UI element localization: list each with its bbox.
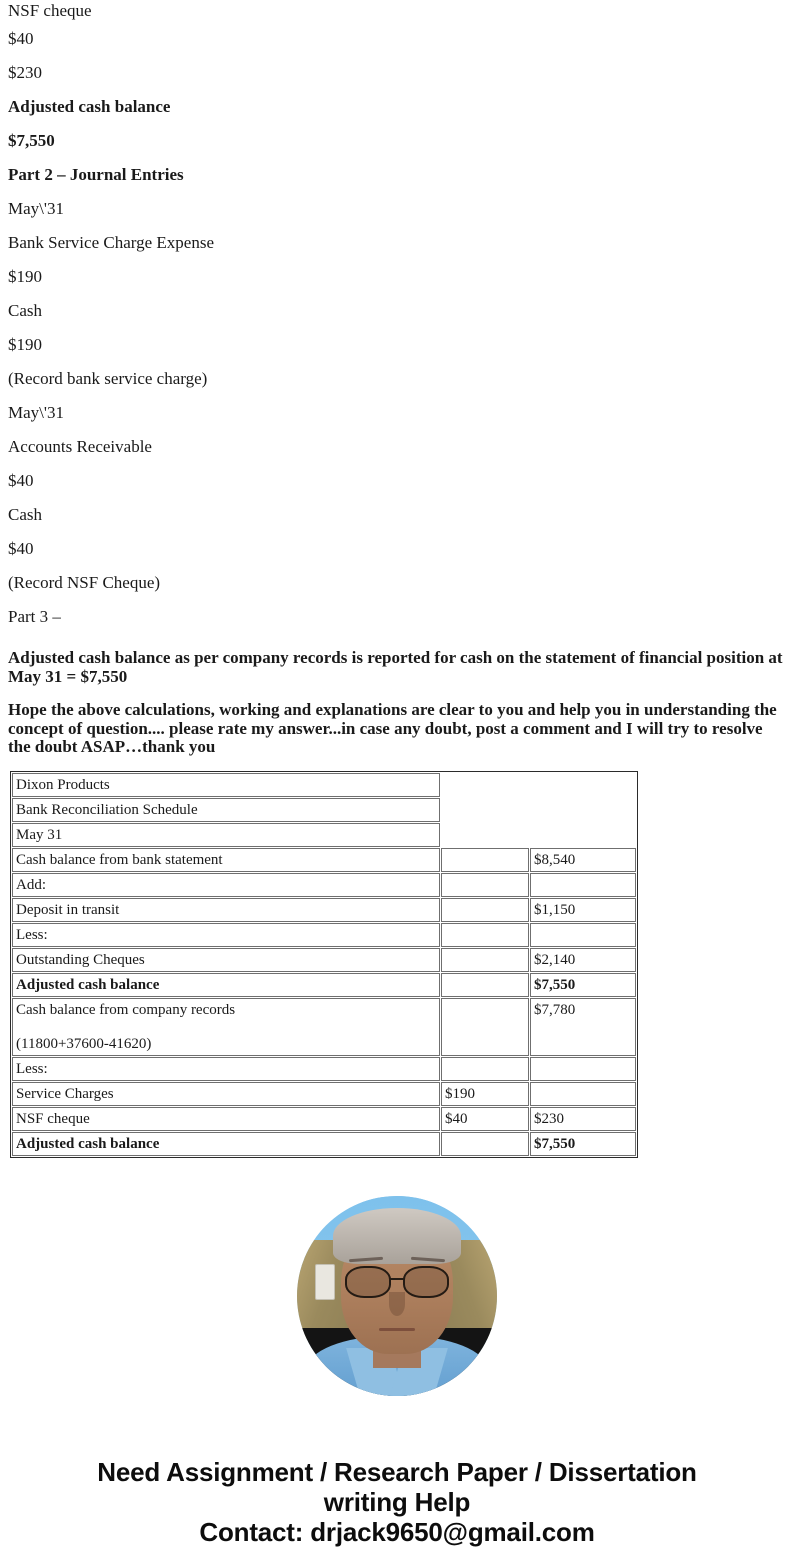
closing-note: Hope the above calculations, working and explanations are clear to you and help you in understanding the concept of question.... please rate my answer...in case any doubt, post a comment and I will try to resolve the doubt ASAP…thank you [8,700,777,756]
row-amount1 [441,898,529,922]
header-blank-cell [441,773,636,847]
answer-text-block [0,0,794,757]
answer-line: NSF cheque [8,1,92,20]
row-amount1 [441,973,529,997]
row-amount2: $7,550 [530,1132,636,1156]
glasses-icon [403,1266,449,1298]
row-label: Deposit in transit [12,898,440,922]
table-row [12,773,636,797]
part3-statement-text: Adjusted cash balance as per company records is reported for cash on the statement of financial position at May 31 = [8,648,783,686]
answer-line: $230 [8,63,42,82]
answer-line: $40 [8,29,34,48]
avatar [297,1196,497,1396]
row-amount2: $2,140 [530,948,636,972]
avatar-block [0,1196,794,1401]
row-amount2 [530,873,636,897]
table-row [12,1082,636,1106]
table-row [12,1132,636,1156]
avatar-background-switch [315,1264,335,1300]
table-row [12,973,636,997]
journal-amount: $40 [8,539,34,558]
row-label-multiline [12,998,440,1056]
table-row [12,1057,636,1081]
schedule-title-cell: Bank Reconciliation Schedule [12,798,440,822]
table-row [12,898,636,922]
avatar-mouth [379,1328,415,1332]
journal-account: Cash [8,301,42,320]
row-label: Service Charges [12,1082,440,1106]
row-amount1 [441,873,529,897]
row-amount1 [441,848,529,872]
row-label: Outstanding Cheques [12,948,440,972]
section-heading-part3: Part 3 – [8,607,61,626]
row-label: Adjusted cash balance [12,1132,440,1156]
company-name-cell: Dixon Products [12,773,440,797]
row-amount1 [441,1132,529,1156]
row-label: NSF cheque [12,1107,440,1131]
journal-amount: $190 [8,267,42,286]
schedule-date-cell: May 31 [12,823,440,847]
journal-amount: $190 [8,335,42,354]
row-amount2 [530,923,636,947]
journal-date: May\'31 [8,199,64,218]
row-label: Adjusted cash balance [12,973,440,997]
row-label: Cash balance from bank statement [12,848,440,872]
answer-line: $7,550 [8,131,55,150]
promo-contact[interactable]: Contact: drjack9650@gmail.com [199,1516,595,1547]
row-label-line1: Cash balance from company records [16,1001,236,1018]
table-row [12,998,636,1056]
table-row [12,848,636,872]
row-amount2: $1,150 [530,898,636,922]
journal-account: Cash [8,505,42,524]
table-row [12,1107,636,1131]
row-amount2 [530,1082,636,1106]
journal-amount: $40 [8,471,34,490]
section-heading-part2: Part 2 – Journal Entries [8,165,184,184]
bank-reconciliation-table-wrapper [0,757,794,1158]
row-amount1: $40 [441,1107,529,1131]
promo-block [0,1457,794,1547]
row-amount1 [441,923,529,947]
promo-line-2: writing Help [323,1486,471,1517]
row-label: Add: [12,873,440,897]
row-amount1 [441,948,529,972]
row-amount2: $7,780 [530,998,636,1056]
journal-memo: (Record NSF Cheque) [8,573,161,592]
table-row [12,923,636,947]
row-amount2: $7,550 [530,973,636,997]
promo-line-1: Need Assignment / Research Paper / Dissertation [97,1456,697,1487]
bank-reconciliation-table [10,771,638,1158]
row-amount2 [530,1057,636,1081]
table-row [12,948,636,972]
part3-statement [8,649,786,686]
part3-statement-amount: $7,550 [80,666,128,686]
glasses-icon [345,1266,391,1298]
answer-line: Adjusted cash balance [8,97,171,116]
table-row [12,873,636,897]
row-amount2: $8,540 [530,848,636,872]
journal-account: Bank Service Charge Expense [8,233,214,252]
journal-date: May\'31 [8,403,64,422]
row-label-line2: (11800+37600-41620) [16,1035,152,1052]
row-amount1 [441,1057,529,1081]
row-amount1: $190 [441,1082,529,1106]
row-label: Less: [12,923,440,947]
avatar-nose [389,1292,405,1316]
row-amount2: $230 [530,1107,636,1131]
journal-account: Accounts Receivable [8,437,152,456]
row-label: Less: [12,1057,440,1081]
avatar-hair [333,1208,461,1264]
glasses-bridge [389,1278,405,1281]
journal-memo: (Record bank service charge) [8,369,208,388]
row-amount1 [441,998,529,1056]
